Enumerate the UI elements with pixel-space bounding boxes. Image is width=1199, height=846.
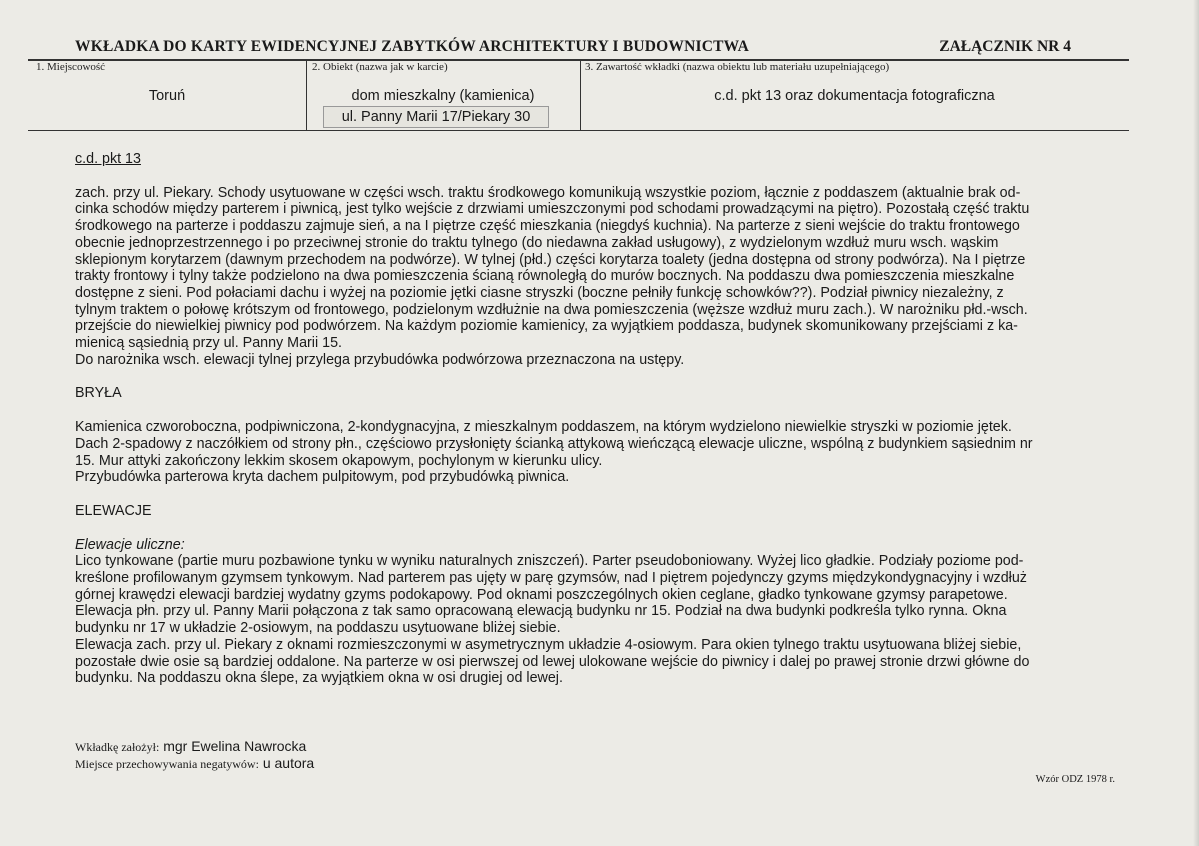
place-label: 1. Miejscowość [36, 61, 106, 73]
text-line: pozostałe dwie osie są bardziej oddalone. Na parterze w osi pierwszej od lewej ulokowane wejście do piwnicy i dalej po prawej stronie drzwi główne do [75, 653, 1030, 670]
section-heading-elewacje: ELEWACJE [75, 502, 152, 519]
template-note: Wzór ODZ 1978 r. [1035, 774, 1115, 785]
object-address: ul. Panny Marii 17/Piekary 30 [341, 109, 531, 125]
annex-number: ZAŁĄCZNIK NR 4 [939, 38, 1071, 55]
paragraph-bryla [75, 419, 1125, 486]
scan-edge-shadow [1193, 0, 1199, 846]
text-line: tylnym traktem o połowę krótszym od frontowego, podzielonym wzdłużnie na dwa pomieszczenia (węższe wzdłuż muru zach.). W narożniku płd.-wsch. [75, 301, 1028, 318]
author-label: Wkładkę założył: [75, 740, 160, 754]
subheading-uliczne: Elewacje uliczne: [75, 536, 185, 553]
place-value: Toruń [148, 88, 186, 104]
text-line: dostępne z sieni. Pod połaciami dachu i wyżej na poziomie jętki ciasne stryszki (boczne pełniły funkcję schowków??). Podział piwnicy niezależny, z [75, 284, 1004, 301]
text-line: budynku nr 17 w układzie 2-osiowym, na poddaszu usytuowane bliżej siebie. [75, 620, 561, 637]
section-heading-bryla: BRYŁA [75, 385, 122, 402]
text-line: Do narożnika wsch. elewacji tylnej przylega przybudówka podwórzowa przeznaczona na ustępy. [75, 351, 685, 368]
text-line: zach. przy ul. Piekary. Schody usytuowane w części wsch. traktu środkowego komunikują wszystkie poziom, łącznie z poddaszem (aktualnie brak od- [75, 184, 1021, 201]
text-line: kreślone profilowanym gzymsem tynkowym. Nad parterem pas ujęty w parę gzymsów, nad I piętrem pojedynczy gzyms międzykondygnacyjny i wzdłuż [75, 570, 1027, 587]
text-line: środkowego na parterze i poddaszu zajmuje sień, a na I piętrze część mieszkania (niegdyś kuchnia). Na parterze z sieni wejście do traktu frontowego [75, 218, 1020, 235]
object-value: dom mieszkalny (kamienica) [351, 88, 535, 104]
author-value: mgr Ewelina Nawrocka [163, 738, 307, 754]
text-line: Przybudówka parterowa kryta dachem pulpitowym, pod przybudówką piwnica. [75, 469, 570, 486]
content-label: 3. Zawartość wkładki (nazwa obiektu lub materiału uzupełniającego) [585, 61, 890, 73]
form-title: WKŁADKA DO KARTY EWIDENCYJNEJ ZABYTKÓW ARCHITEKTURY I BUDOWNICTWA [75, 38, 750, 55]
text-line: obecnie jednoprzestrzennego i po przeciwnej stronie do traktu tylnego (do niedawna zakład usługowy), z wydzielonym wzdłuż muru wsch. wąskim [75, 234, 999, 251]
text-line: budynku. Na poddaszu okna ślepe, za wyjątkiem okna w osi drugiej od lewej. [75, 670, 563, 687]
author-line [75, 738, 306, 755]
text-line: 15. Mur attyki zakończony lekkim skosem okapowym, pochylonym w kierunku ulicy. [75, 452, 603, 469]
text-line: mienicą sąsiednią przy ul. Panny Marii 15. [75, 335, 342, 352]
paragraph-elewacje [75, 553, 1125, 687]
text-line: Elewacja zach. przy ul. Piekary z oknami rozmieszczonymi w asymetrycznym układzie 4-osiowym. Para okien tylnego traktu usytuowana bliżej siebie, [75, 636, 1022, 653]
storage-value: u autora [262, 755, 315, 771]
text-line: Elewacja płn. przy ul. Panny Marii połączona z tak samo opracowaną elewacją budynku nr 15. Podział na dwa budynki podkreśla tylko rynna. Okna [75, 603, 1007, 620]
storage-line [75, 755, 314, 772]
text-line: cinka schodów między parterem i piwnicą, jest tylko wejście z drzwiami umieszczonymi pod schodami prowadzącymi na piętro). Pozostałą część traktu [75, 201, 1030, 218]
content-value: c.d. pkt 13 oraz dokumentacja fotograficzna [714, 88, 995, 104]
document-body [75, 151, 1125, 687]
text-line: sklepionym korytarzem (dawnym przechodem na podwórze). W tylnej (płd.) części korytarza toalety (jedna dostępna od strony podwórza). Na I piętrze [75, 251, 1026, 268]
storage-label: Miejsce przechowywania negatywów: [75, 757, 259, 771]
text-line: górnej krawędzi elewacji bardziej wydatny gzyms podokapowy. Pod oknami poszczególnych okien ceglane, gładko tynkowane gzymsy parapetowe. [75, 586, 1008, 603]
paragraph-layout [75, 185, 1125, 369]
table-top-border [28, 59, 1129, 61]
object-label: 2. Obiekt (nazwa jak w karcie) [312, 61, 448, 73]
text-line: trakty frontowy i tylny także podzielono na dwa pomieszczenia ścianą równoległą do murów bocznych. Na poddaszu dwa pomieszczenia mieszkalne [75, 268, 1015, 285]
text-line: Lico tynkowane (partie muru pozbawione tynku w wyniku naturalnych zniszczeń). Parter pseudoboniowany. Wyżej lico gładkie. Podziały poziome pod- [75, 553, 1024, 570]
table-bottom-border [28, 130, 1129, 131]
section-heading-cd: c.d. pkt 13 [75, 151, 141, 167]
text-line: przejście do niewielkiej piwnicy pod podwórzem. Na każdym poziomie kamienicy, za wyjątkiem poddasza, budynek skomunikowany przejściami z ka- [75, 318, 1018, 335]
text-line: Kamienica czworoboczna, podpiwniczona, 2-kondygnacyjna, z mieszkalnym poddaszem, na którym wydzielono niewielkie stryszki w poziomie jętek. [75, 419, 1012, 436]
text-line: Dach 2-spadowy z naczółkiem od strony płn., częściowo przysłonięty ścianką attykową wieńczącą elewacje uliczne, wspólną z budynkiem sąsiednim nr [75, 435, 1033, 452]
